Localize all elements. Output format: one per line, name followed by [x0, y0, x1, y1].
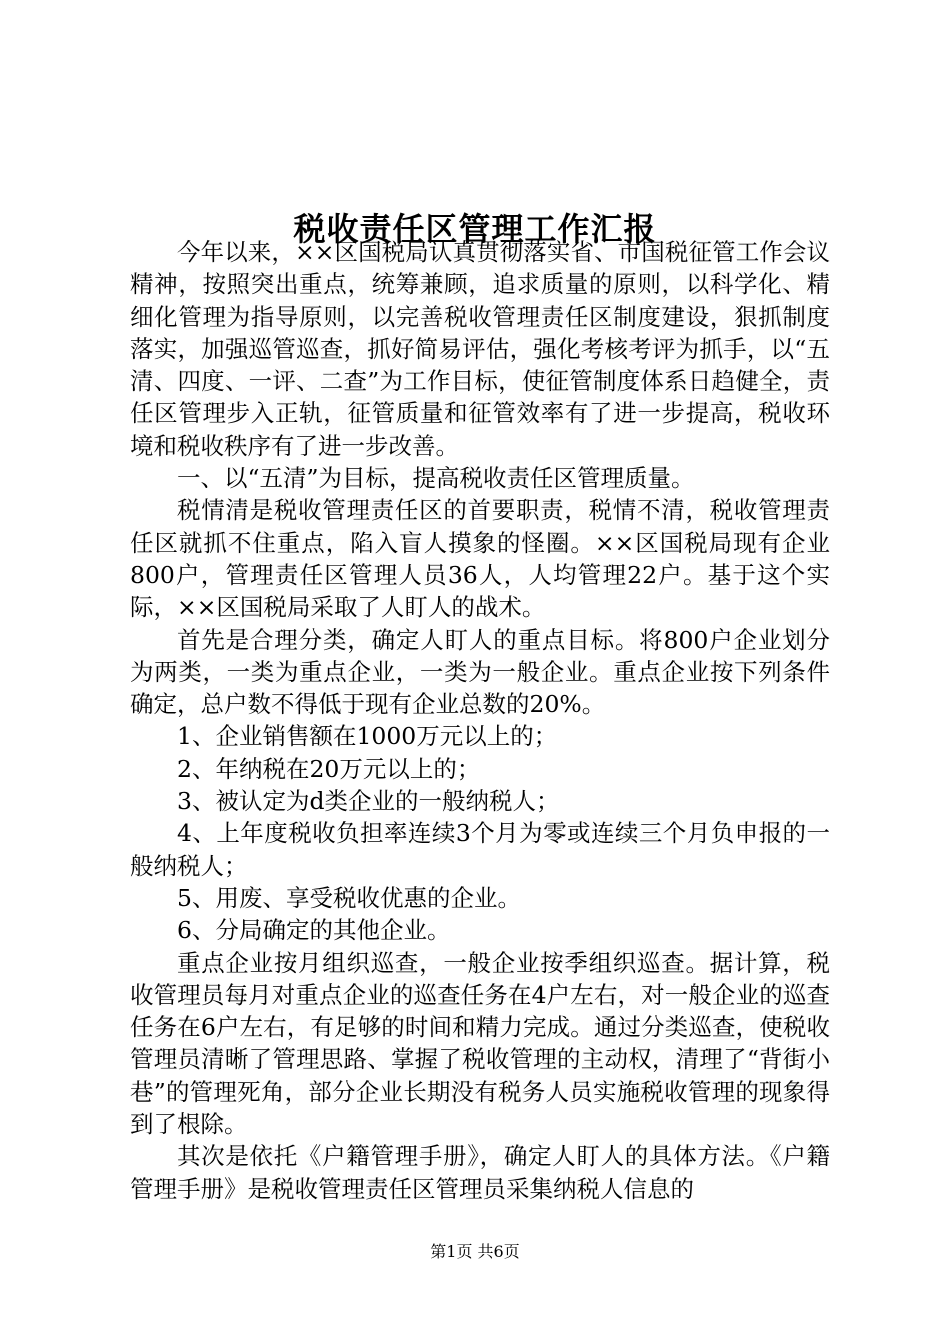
list-item: 1、企业销售额在1000万元以上的； [177, 722, 558, 751]
paragraph: 税情清是税收管理责任区的首要职责，税情不清，税收管理责任区就抓不住重点，陷入盲人摸象的怪圈。××区国税局现有企业800户，管理责任区管理人员36人，人均管理22户。基于这个实际，××区国税局采取了人盯人的战术。 [130, 496, 830, 622]
section-heading-1: 一、以“五清”为目标，提高税收责任区管理质量。 [177, 464, 695, 493]
document-title: 税收责任区管理工作汇报 [293, 210, 657, 249]
list-item: 2、年纳税在20万元以上的； [177, 754, 481, 783]
page-footer: 第1页 共6页 [430, 1242, 520, 1261]
paragraph: 首先是合理分类，确定人盯人的重点目标。将800户企业划分为两类，一类为重点企业，一类为一般企业。重点企业按下列条件确定，总户数不得低于现有企业总数的20%。 [130, 625, 830, 719]
paragraph: 重点企业按月组织巡查，一般企业按季组织巡查。据计算，税收管理员每月对重点企业的巡查任务在4户左右，对一般企业的巡查任务在6户左右，有足够的时间和精力完成。通过分类巡查，使税收管理员清晰了管理思路、掌握了税收管理的主动权，清理了“背街小巷”的管理死角，部分企业长期没有税务人员实施税收管理的现象得到了根除。 [130, 948, 830, 1139]
paragraph-intro: 今年以来，××区国税局认真贯彻落实省、市国税征管工作会议精神，按照突出重点，统筹兼顾，追求质量的原则，以科学化、精细化管理为指导原则，以完善税收管理责任区制度建设，狠抓制度落实，加强巡管巡查，抓好简易评估，强化考核考评为抓手，以“五清、四度、一评、二查”为工作目标，使征管制度体系日趋健全，责任区管理步入正轨，征管质量和征管效率有了进一步提高，税收环境和税收秩序有了进一步改善。 [130, 238, 830, 460]
list-item: 3、被认定为d类企业的一般纳税人； [177, 787, 560, 816]
paragraph: 其次是依托《户籍管理手册》，确定人盯人的具体方法。《户籍管理手册》是税收管理责任区管理员采集纳税人信息的 [130, 1142, 830, 1203]
document-body [130, 236, 830, 1205]
list-item: 4、上年度税收负担率连续3个月为零或连续三个月负申报的一般纳税人； [130, 819, 830, 880]
list-item: 6、分局确定的其他企业。 [177, 916, 451, 945]
list-item: 5、用废、享受税收优惠的企业。 [177, 883, 521, 912]
